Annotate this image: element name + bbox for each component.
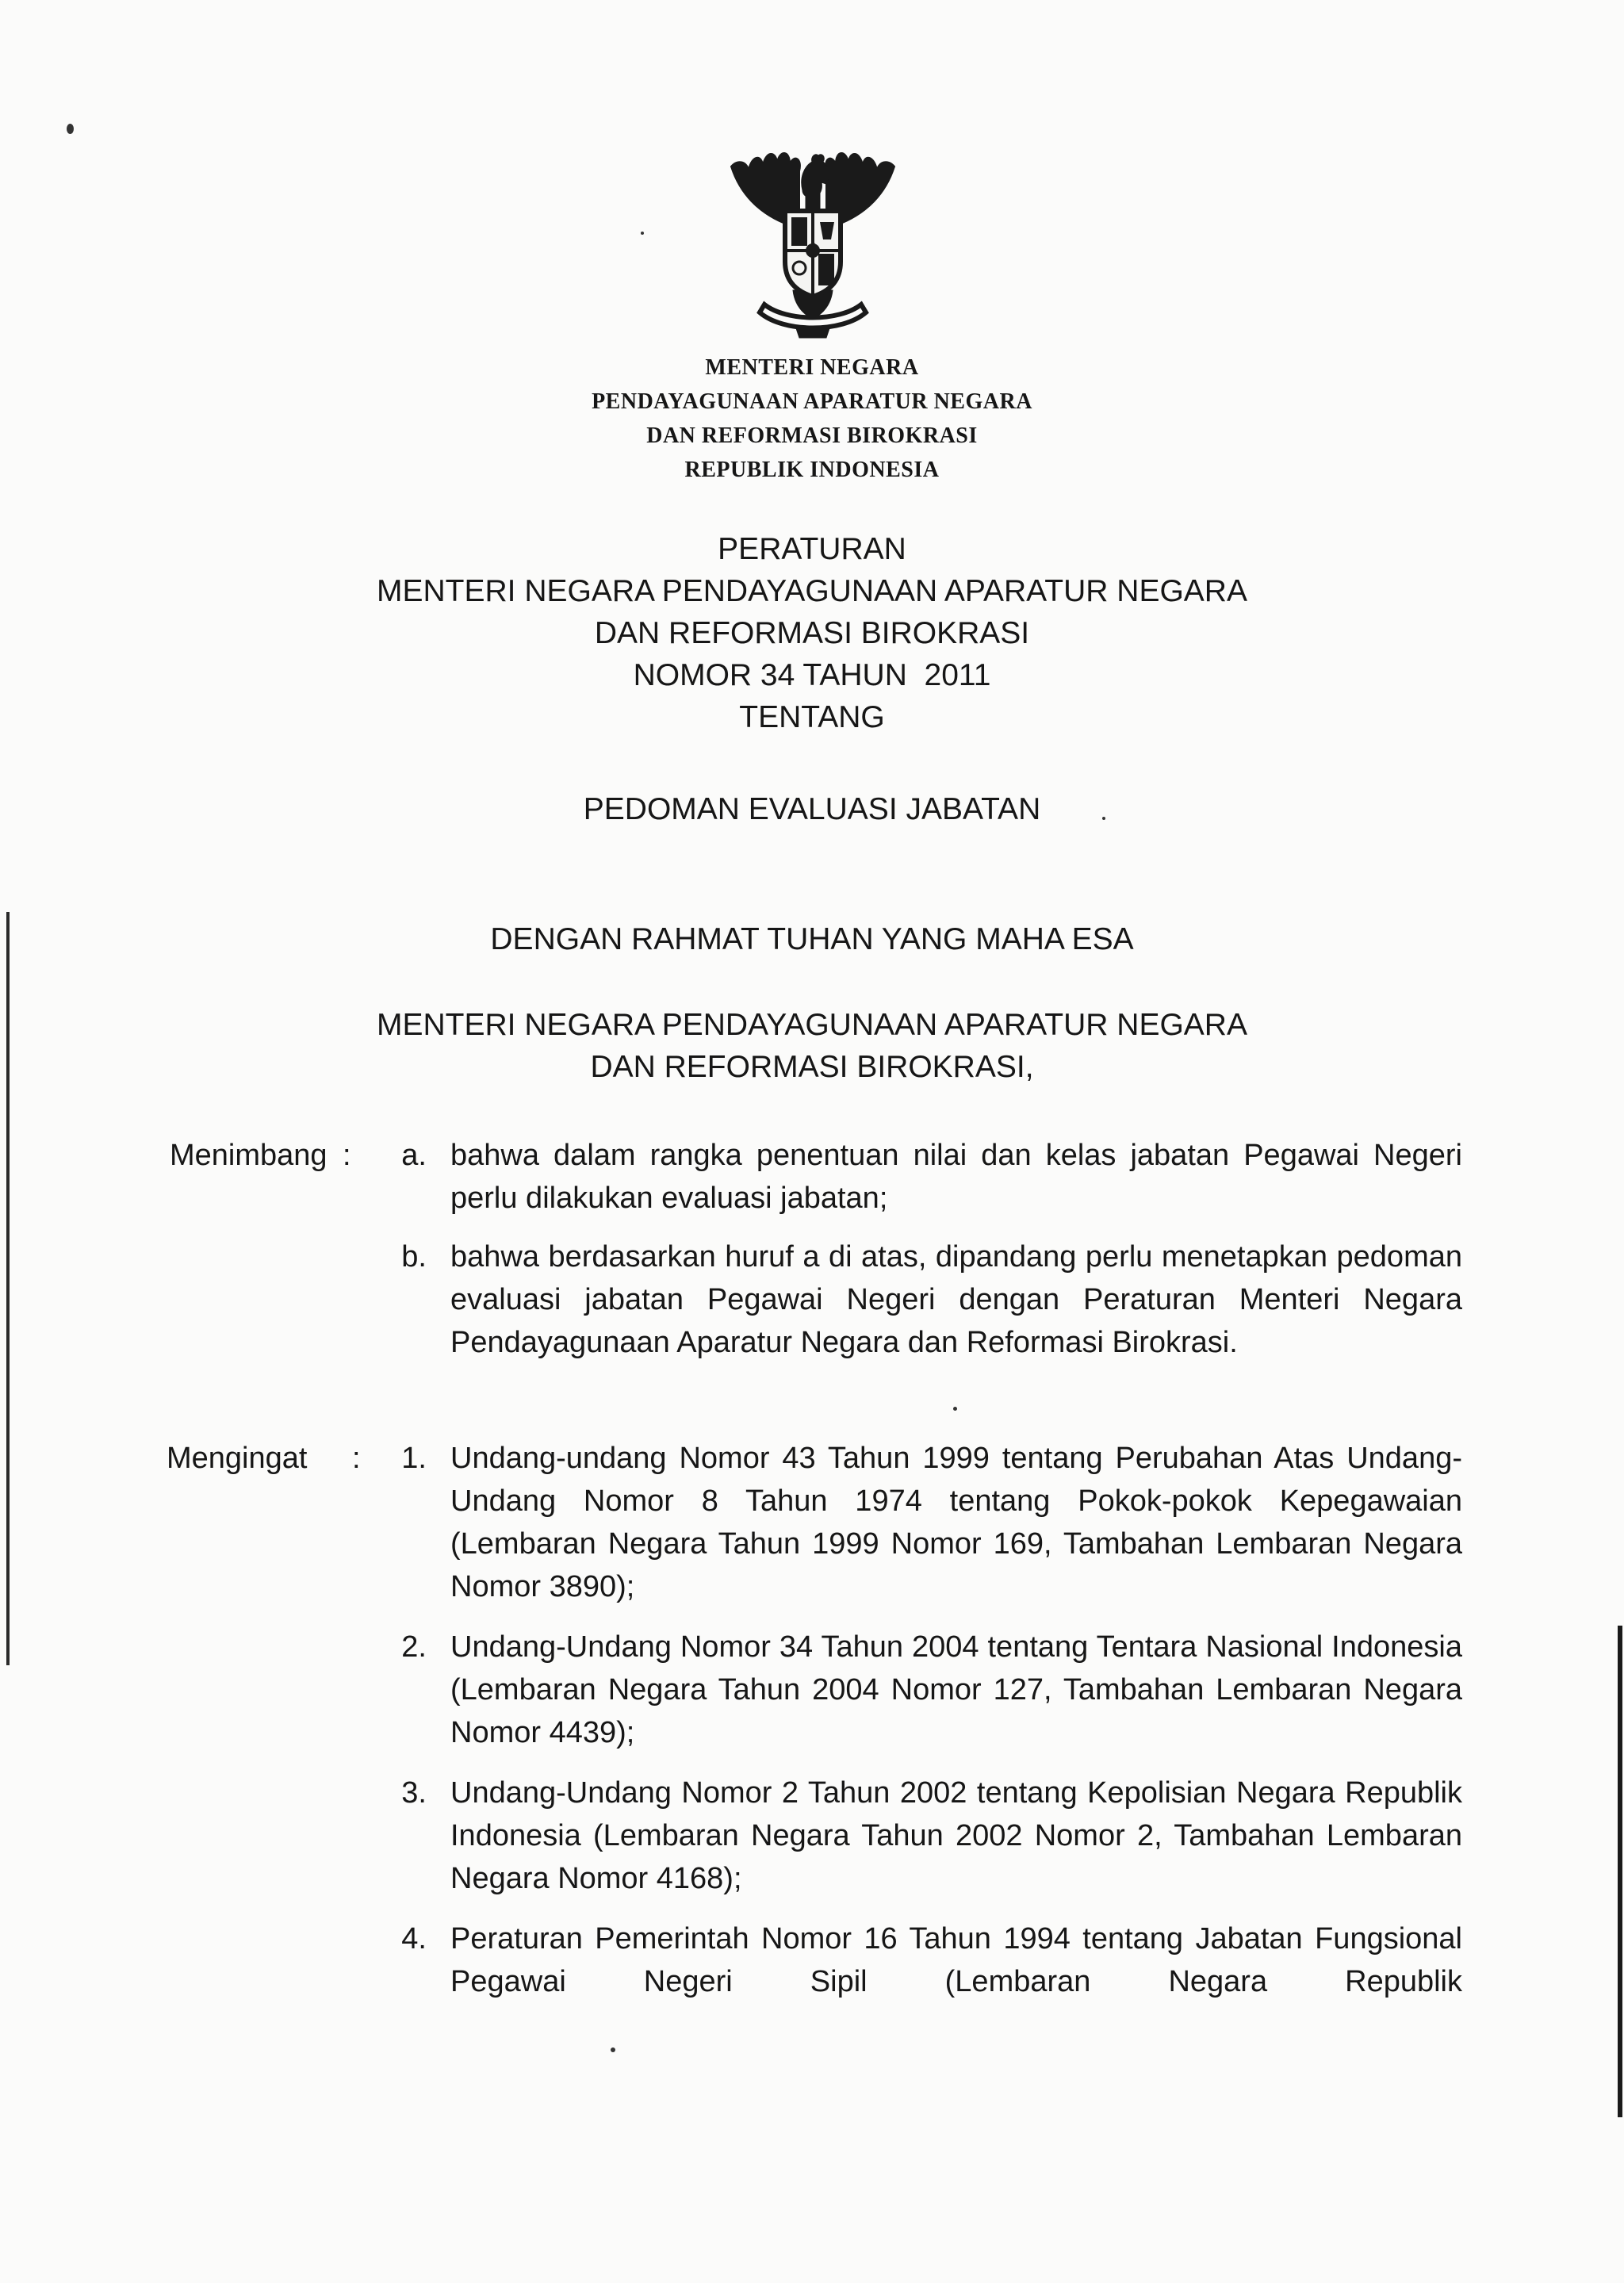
garuda-emblem-icon	[720, 135, 906, 343]
letterhead-line: MENTERI NEGARA	[705, 355, 919, 380]
list-item: Undang-Undang Nomor 2 Tahun 2002 tentang Kepolisian Negara Republik Indonesia (Lembaran Negara Tahun 2002 Nomor 2, Tambahan Lembaran Negara Nomor 4168);	[450, 1776, 1462, 1895]
minister-line: DAN REFORMASI BIROKRASI,	[590, 1050, 1034, 1084]
title-line: PERATURAN	[718, 532, 906, 566]
regulation-number: NOMOR 34 TAHUN 2011	[633, 658, 991, 692]
list-item-marker: 2.	[401, 1630, 427, 1664]
list-item-marker: 4.	[401, 1922, 427, 1955]
minister-line: MENTERI NEGARA PENDAYAGUNAAN APARATUR NEGARA	[377, 1008, 1247, 1042]
scan-edge-line	[6, 912, 10, 1665]
menimbang-label: Menimbang	[170, 1139, 327, 1172]
letterhead	[416, 350, 1208, 487]
mengingat-label: Mengingat	[167, 1442, 308, 1475]
title-line: DAN REFORMASI BIROKRASI	[594, 616, 1030, 650]
list-item: Undang-undang Nomor 43 Tahun 1999 tentang Perubahan Atas Undang-Undang Nomor 8 Tahun 1974 tentang Pokok-pokok Kepegawaian (Lembaran Negara Tahun 1999 Nomor 169, Tambahan Lembaran Negara Nomor 3890);	[450, 1442, 1462, 1603]
list-item: Peraturan Pemerintah Nomor 16 Tahun 1994 tentang Jabatan Fungsional Pegawai Negeri Sipil (Lembaran Negara Republik	[450, 1922, 1462, 1998]
letterhead-line: DAN REFORMASI BIROKRASI	[646, 423, 978, 448]
minister-heading	[257, 1004, 1367, 1088]
mengingat-colon: :	[352, 1442, 361, 1475]
menimbang-colon: :	[343, 1139, 351, 1172]
scan-speck	[611, 2047, 615, 2052]
list-item-marker: 3.	[401, 1776, 427, 1810]
scan-edge-line	[1618, 1626, 1622, 2117]
scan-speck	[953, 1407, 957, 1411]
scan-speck	[67, 124, 74, 134]
regulation-subject: PEDOMAN EVALUASI JABATAN	[583, 792, 1041, 826]
letterhead-line: REPUBLIK INDONESIA	[684, 458, 940, 482]
list-item: Undang-Undang Nomor 34 Tahun 2004 tentang Tentara Nasional Indonesia (Lembaran Negara Tahun 2004 Nomor 127, Tambahan Lembaran Negara Nomor 4439);	[450, 1630, 1462, 1749]
regulation-title	[257, 528, 1367, 738]
letterhead-line: PENDAYAGUNAAN APARATUR NEGARA	[592, 389, 1032, 414]
list-item: bahwa dalam rangka penentuan nilai dan kelas jabatan Pegawai Negeri perlu dilakukan evaluasi jabatan;	[450, 1139, 1462, 1215]
scan-speck	[641, 232, 644, 235]
invocation: DENGAN RAHMAT TUHAN YANG MAHA ESA	[490, 922, 1134, 956]
list-item-marker: 1.	[401, 1442, 427, 1475]
title-line: MENTERI NEGARA PENDAYAGUNAAN APARATUR NEGARA	[377, 574, 1247, 608]
title-line: TENTANG	[739, 700, 885, 734]
list-item: bahwa berdasarkan huruf a di atas, dipandang perlu menetapkan pedoman evaluasi jabatan Pegawai Negeri dengan Peraturan Menteri Negara Pendayagunaan Aparatur Negara dan Reformasi Birokrasi.	[450, 1240, 1462, 1359]
list-item-marker: a.	[401, 1139, 427, 1172]
list-item-marker: b.	[401, 1240, 427, 1274]
